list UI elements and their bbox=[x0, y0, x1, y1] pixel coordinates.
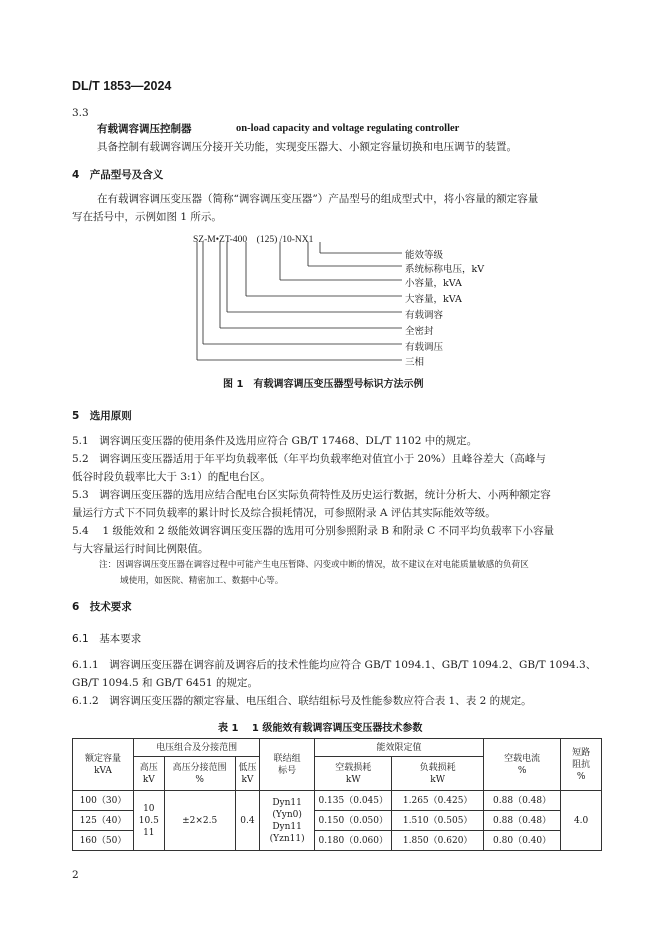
note-line2: 域使用，如医院、精密加工、数据中心等。 bbox=[120, 576, 284, 586]
clause-6-1-1-line1: 6.1.1 调容调压变压器在调容前及调容后的技术性能均应符合 GB/T 1094.1、GB/T 1094.2、GB/T 1094.3、 bbox=[72, 659, 597, 671]
cell-hv: 10 10.5 11 bbox=[134, 791, 165, 851]
cell-tap-range: ±2×2.5 bbox=[164, 791, 235, 851]
page-number: 2 bbox=[72, 869, 79, 881]
header-tap-range: 高压分接范围 % bbox=[164, 757, 235, 791]
header-hv: 高压 kV bbox=[134, 757, 165, 791]
cell-no-load-loss: 0.180（0.060） bbox=[315, 831, 392, 851]
cell-load-loss: 1.850（0.620） bbox=[392, 831, 484, 851]
table-1 bbox=[72, 738, 602, 851]
figure-1-diagram bbox=[190, 240, 410, 370]
cell-no-load-current: 0.88（0.48） bbox=[483, 791, 560, 811]
figure-label-small-capacity: 小容量，kVA bbox=[405, 278, 462, 289]
header-lv: 低压 kV bbox=[235, 757, 259, 791]
header-vector-group: 联结组 标号 bbox=[260, 739, 315, 791]
section-6-heading: 6 技术要求 bbox=[72, 601, 132, 613]
figure-label-large-capacity: 大容量，kVA bbox=[405, 294, 462, 305]
header-rated-capacity: 额定容量 kVA bbox=[73, 739, 134, 791]
header-voltage-group: 电压组合及分接范围 bbox=[134, 739, 260, 757]
clause-3-3-number: 3.3 bbox=[72, 107, 89, 119]
cell-lv: 0.4 bbox=[235, 791, 259, 851]
clause-5-2-line1: 5.2 调容调压变压器适用于年平均负载率低（年平均负载率绝对值宜小于 20%）且峰谷差大（高峰与 bbox=[72, 453, 546, 465]
table-row bbox=[73, 791, 602, 811]
header-impedance: 短路 阻抗 % bbox=[561, 739, 602, 791]
figure-label-three-phase: 三相 bbox=[405, 357, 425, 368]
header-no-load-current: 空载电流 % bbox=[483, 739, 560, 791]
cell-no-load-current: 0.88（0.48） bbox=[483, 811, 560, 831]
clause-5-4-line1: 5.4 1 级能效和 2 级能效调容调压变压器的选用可分别参照附录 B 和附录 C 不同平均负载率下小容量 bbox=[72, 525, 555, 537]
section-4-para-line2: 写在括号中，示例如图 1 所示。 bbox=[72, 211, 222, 223]
figure-label-system-voltage: 系统标称电压，kV bbox=[405, 264, 485, 275]
cell-no-load-loss: 0.150（0.050） bbox=[315, 811, 392, 831]
clause-5-3-line2: 量运行方式下不同负载率的累计时长及综合损耗情况，可参照附录 A 评估其实际能效等级。 bbox=[72, 507, 496, 519]
section-4-para-line1: 在有载调容调压变压器（简称“调容调压变压器”）产品型号的组成型式中，将小容量的额定容量 bbox=[97, 193, 539, 205]
clause-5-3-line1: 5.3 调容调压变压器的选用应结合配电台区实际负荷特性及历史运行数据，统计分析大、小两种额定容 bbox=[72, 489, 551, 501]
clause-5-2-line2: 低谷时段负载率比大于 3:1）的配电台区。 bbox=[72, 471, 271, 483]
cell-no-load-loss: 0.135（0.045） bbox=[315, 791, 392, 811]
clause-3-3-term-cn: 有载调容调压控制器 bbox=[97, 123, 192, 135]
clause-5-1: 5.1 调容调压变压器的使用条件及选用应符合 GB/T 17468、DL/T 1102 中的规定。 bbox=[72, 435, 478, 447]
header-efficiency-limit: 能效限定值 bbox=[315, 739, 484, 757]
figure-label-efficiency-class: 能效等级 bbox=[405, 250, 444, 261]
cell-load-loss: 1.265（0.425） bbox=[392, 791, 484, 811]
section-4-heading: 4 产品型号及含义 bbox=[72, 169, 164, 181]
header-no-load-loss: 空载损耗 kW bbox=[315, 757, 392, 791]
figure-1-caption: 图 1 有载调容调压变压器型号标识方法示例 bbox=[223, 379, 424, 390]
note-line1: 注：因调容调压变压器在调容过程中可能产生电压暂降、闪变或中断的情况，故不建议在对电能质量敏感的负荷区 bbox=[99, 560, 529, 570]
figure-label-onload-voltage: 有载调压 bbox=[405, 342, 444, 353]
clause-6-1-1-line2: GB/T 1094.5 和 GB/T 6451 的规定。 bbox=[72, 677, 258, 689]
cell-no-load-current: 0.80（0.40） bbox=[483, 831, 560, 851]
standard-id: DL/T 1853—2024 bbox=[72, 79, 172, 93]
figure-label-onload-capacity: 有载调容 bbox=[405, 310, 444, 321]
clause-5-4-line2: 与大容量运行时间比例限值。 bbox=[72, 543, 209, 555]
table-1-caption: 表 1 1 级能效有载调容调压变压器技术参数 bbox=[218, 723, 423, 734]
cell-capacity: 125（40） bbox=[73, 811, 134, 831]
cell-impedance: 4.0 bbox=[561, 791, 602, 851]
subsection-6-1-heading: 6.1 基本要求 bbox=[72, 633, 142, 645]
section-5-heading: 5 选用原则 bbox=[72, 410, 132, 422]
clause-6-1-2: 6.1.2 调容调压变压器的额定容量、电压组合、联结组标号及性能参数应符合表 1、表 2 的规定。 bbox=[72, 695, 532, 707]
header-load-loss: 负载损耗 kW bbox=[392, 757, 484, 791]
cell-load-loss: 1.510（0.505） bbox=[392, 811, 484, 831]
figure-label-fully-sealed: 全密封 bbox=[405, 326, 434, 337]
cell-capacity: 100（30） bbox=[73, 791, 134, 811]
cell-vector-group: Dyn11 (Yyn0) Dyn11 (Yzn11) bbox=[260, 791, 315, 851]
clause-3-3-definition: 具备控制有载调容调压分接开关功能，实现变压器大、小额定容量切换和电压调节的装置。 bbox=[97, 141, 517, 153]
figure-model-code: SZ-M•ZT-400 (125) /10-NX1 bbox=[193, 235, 314, 245]
cell-capacity: 160（50） bbox=[73, 831, 134, 851]
clause-3-3-term-en: on-load capacity and voltage regulating controller bbox=[236, 123, 460, 134]
